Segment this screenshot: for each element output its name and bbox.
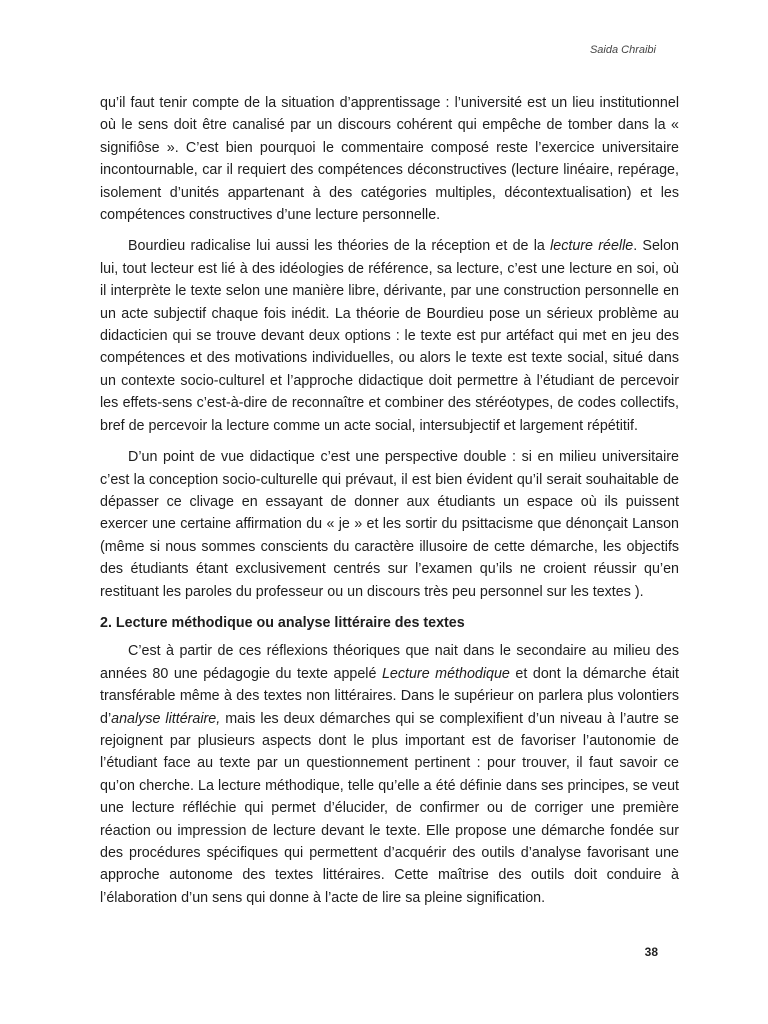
paragraph-4-part-c: mais les deux démarches qui se complexifient d’un niveau à l’autre se rejoignent par plusieurs aspects dont le plus important est de favoriser l’autonomie de l’étudiant face au texte par un questionnement pertinent : pour trouver, il faut savoir ce qu’on cherche. La lecture méthodique, telle qu’elle a été définie dans ses principes, se veut une lecture réfléchie qui permet d’élucider, de confirmer ou de corriger une première réaction ou impression de lecture devant le texte. Elle propose une démarche fondée sur des procédures spécifiques qui permettent d’acquérir des outils d’analyse favorisant une approche autonome des textes littéraires. Cette maîtrise des outils doit conduire à l’élaboration d’un sens qui donne à l’acte de lire sa pleine signification. [100, 710, 679, 906]
paragraph-3: D’un point de vue didactique c’est une perspective double : si en milieu universitaire c’est la conception socio-culturelle qui prévaut, il est bien évident qu’il serait souhaitable de dépasser ce clivage en essayant de donner aux étudiants un espace où ils puissent exercer une certaine affirmation du « je » et les sortir du psittacisme que dénonçait Lanson (même si nous sommes conscients du caractère illusoire de cette démarche, les objectifs des étudiants étant exclusivement centrés sur l’examen qu’ils ne croient réussir qu’en restituant les paroles du professeur ou un discours très peu personnel sur les textes ). [100, 449, 679, 600]
paragraph-2-part-b: . Selon lui, tout lecteur est lié à des idéologies de référence, sa lecture, c’est une lecture en soi, où il interprète le texte selon une manière libre, dérivante, par une construction personnelle en un acte subjectif chaque fois inédit. La théorie de Bourdieu pose un sérieux problème au didacticien qui se trouve devant deux options : le texte est pur artéfact qui met en jeu des compétences et des motivations individuelles, ou alors le texte est texte social, situé dans un contexte socio-culturel et l’approche didactique doit permettre à l’étudiant de percevoir les effets-sens c’est-à-dire de reconnaître et combiner des stéréotypes, de codes collectifs, bref de percevoir la lecture comme un acte social, intersubjectif et largement répétitif. [100, 238, 679, 434]
paragraph-4 [100, 640, 679, 909]
paragraph-4-emphasis-1: Lecture méthodique [381, 665, 510, 682]
paragraph-4-emphasis-2: analyse littéraire, [111, 710, 221, 727]
paragraph-2 [100, 235, 679, 437]
paragraph-4-part-b: et dont la démarche était transférable même à des textes non littéraires. Dans le supérieur on parlera plus volontiers d’ [100, 665, 679, 727]
paragraph-2-emphasis: lecture réelle [550, 238, 634, 255]
paragraph-2-part-a: Bourdieu radicalise lui aussi les théories de la réception et de la [128, 238, 551, 255]
paragraph-1: qu’il faut tenir compte de la situation d’apprentissage : l’université est un lieu institutionnel où le sens doit être canalisé par un discours cohérent qui empêche de tomber dans la « signifiôse ». C’est bien pourquoi le commentaire composé reste l’exercice universitaire incontournable, car il requiert des compétences déconstructives (lecture linéaire, repérage, isolement d’unités appartenant à des catégories multiples, décontextualisation) et les compétences constructives d’une lecture personnelle. [100, 95, 679, 224]
paragraph-4-part-a: C’est à partir de ces réflexions théoriques que nait dans le secondaire au milieu des années 80 une pédagogie du texte appelé [100, 643, 679, 682]
page-number: 38 [644, 945, 658, 959]
running-header-author: Saida Chraibi [589, 44, 656, 56]
body-text [100, 92, 679, 918]
section-heading: 2. Lecture méthodique ou analyse littéraire des textes [100, 614, 465, 631]
